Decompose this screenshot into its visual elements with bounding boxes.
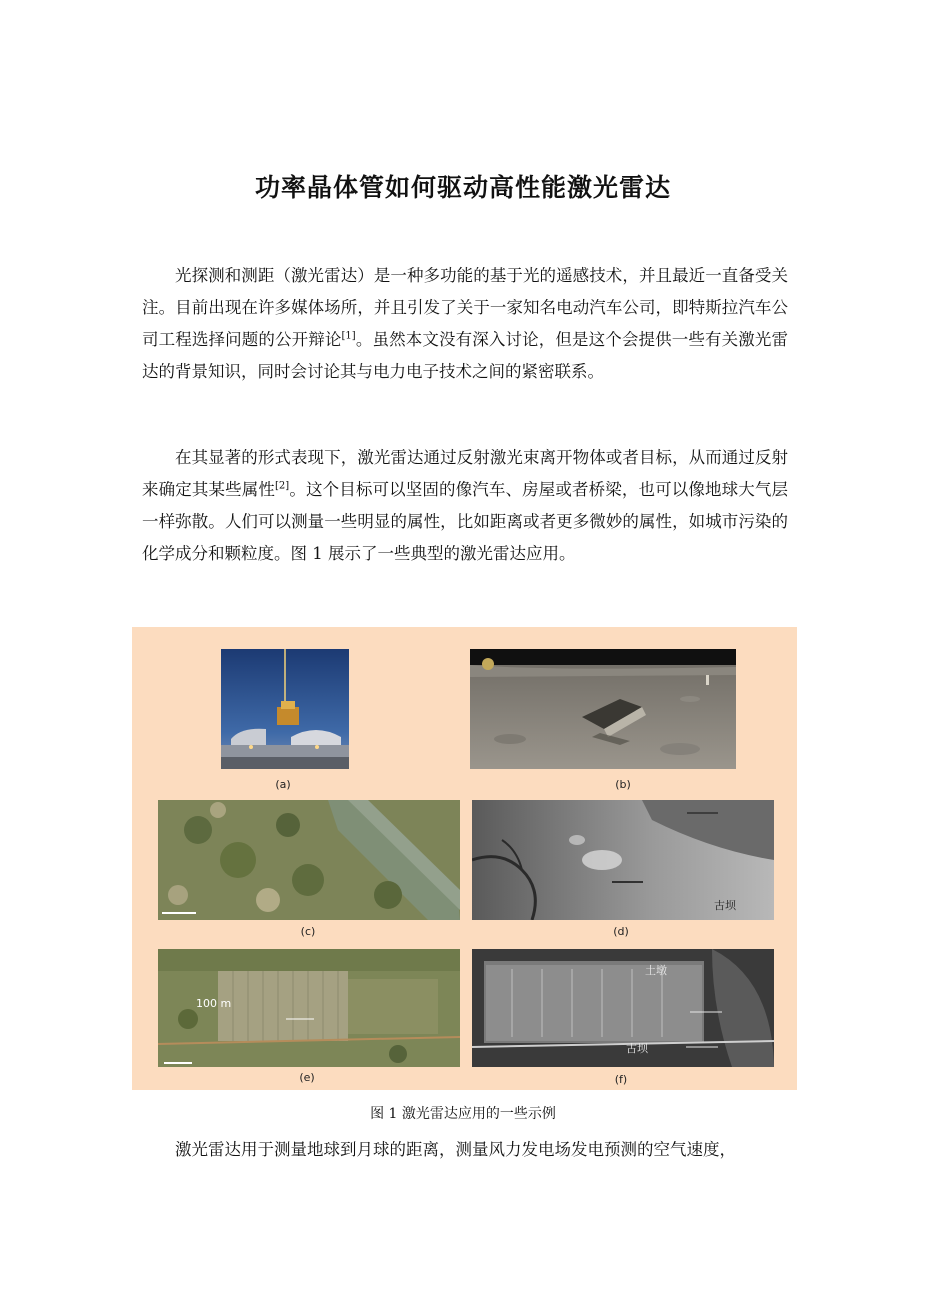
panel-a-photo bbox=[221, 649, 349, 769]
lunar-retroreflector-photo-icon bbox=[470, 649, 736, 769]
panel-c-label: (c) bbox=[300, 925, 316, 938]
citation-2: [2] bbox=[275, 480, 290, 492]
paragraph-2 bbox=[142, 442, 788, 570]
paragraph-3 bbox=[142, 1134, 788, 1166]
paragraph-2-text-b: 。这个目标可以坚固的像汽车、房屋或者桥梁，也可以像地球大气层一样弥散。人们可以测量一些明显的属性，比如距离或者更多微妙的属性，如城市污染的化学成分和颗粒度。图 1 展示了一些典型的激光雷达应用。 bbox=[142, 480, 789, 563]
panel-e-label: (e) bbox=[299, 1071, 315, 1084]
panel-f-dam-annotation: 古坝 bbox=[626, 1042, 648, 1055]
observatory-laser-photo-icon bbox=[221, 649, 349, 769]
figure-1 bbox=[132, 627, 797, 1090]
paragraph-1-text-b: 。虽然本文没有深入讨论，但是这个会提供一些有关激光雷达的背景知识，同时会讨论其与电力电子技术之间的紧密联系。 bbox=[142, 330, 789, 381]
aerial-vegetation-photo-icon bbox=[158, 800, 460, 920]
panel-d-dam-annotation: 古坝 bbox=[714, 899, 736, 912]
paragraph-2-text-a: 在其显著的形式表现下，激光雷达通过反射激光束离开物体或者目标，从而通过反射来确定其某些属性 bbox=[142, 448, 788, 499]
document-title: 功率晶体管如何驱动高性能激光雷达 bbox=[254, 173, 671, 202]
paragraph-1-text-a: 光探测和测距（激光雷达）是一种多功能的基于光的遥感技术，并且最近一直备受关注。目前出现在许多媒体场所，并且引发了关于一家知名电动汽车公司，即特斯拉汽车公司工程选择问题的公开辩论 bbox=[142, 266, 788, 349]
panel-f-photo bbox=[472, 949, 774, 1067]
panel-d-label: (d) bbox=[613, 925, 629, 938]
paragraph-3-text: 激光雷达用于测量地球到月球的距离，测量风力发电场发电预测的空气速度， bbox=[175, 1140, 736, 1159]
panel-c-photo bbox=[158, 800, 460, 920]
paragraph-1 bbox=[142, 260, 788, 388]
panel-f-label: (f) bbox=[614, 1073, 628, 1086]
panel-f-mound-annotation: 土墩 bbox=[645, 964, 667, 977]
panel-b-photo bbox=[470, 649, 736, 769]
figure-caption: 图 1 激光雷达应用的一些示例 bbox=[370, 1106, 556, 1122]
citation-1: [1] bbox=[341, 330, 356, 342]
panel-b-label: (b) bbox=[615, 778, 631, 791]
lidar-field-grayscale-icon bbox=[472, 949, 774, 1067]
panel-a-label: (a) bbox=[275, 778, 291, 791]
panel-e-scale-annotation: 100 m bbox=[196, 997, 232, 1010]
